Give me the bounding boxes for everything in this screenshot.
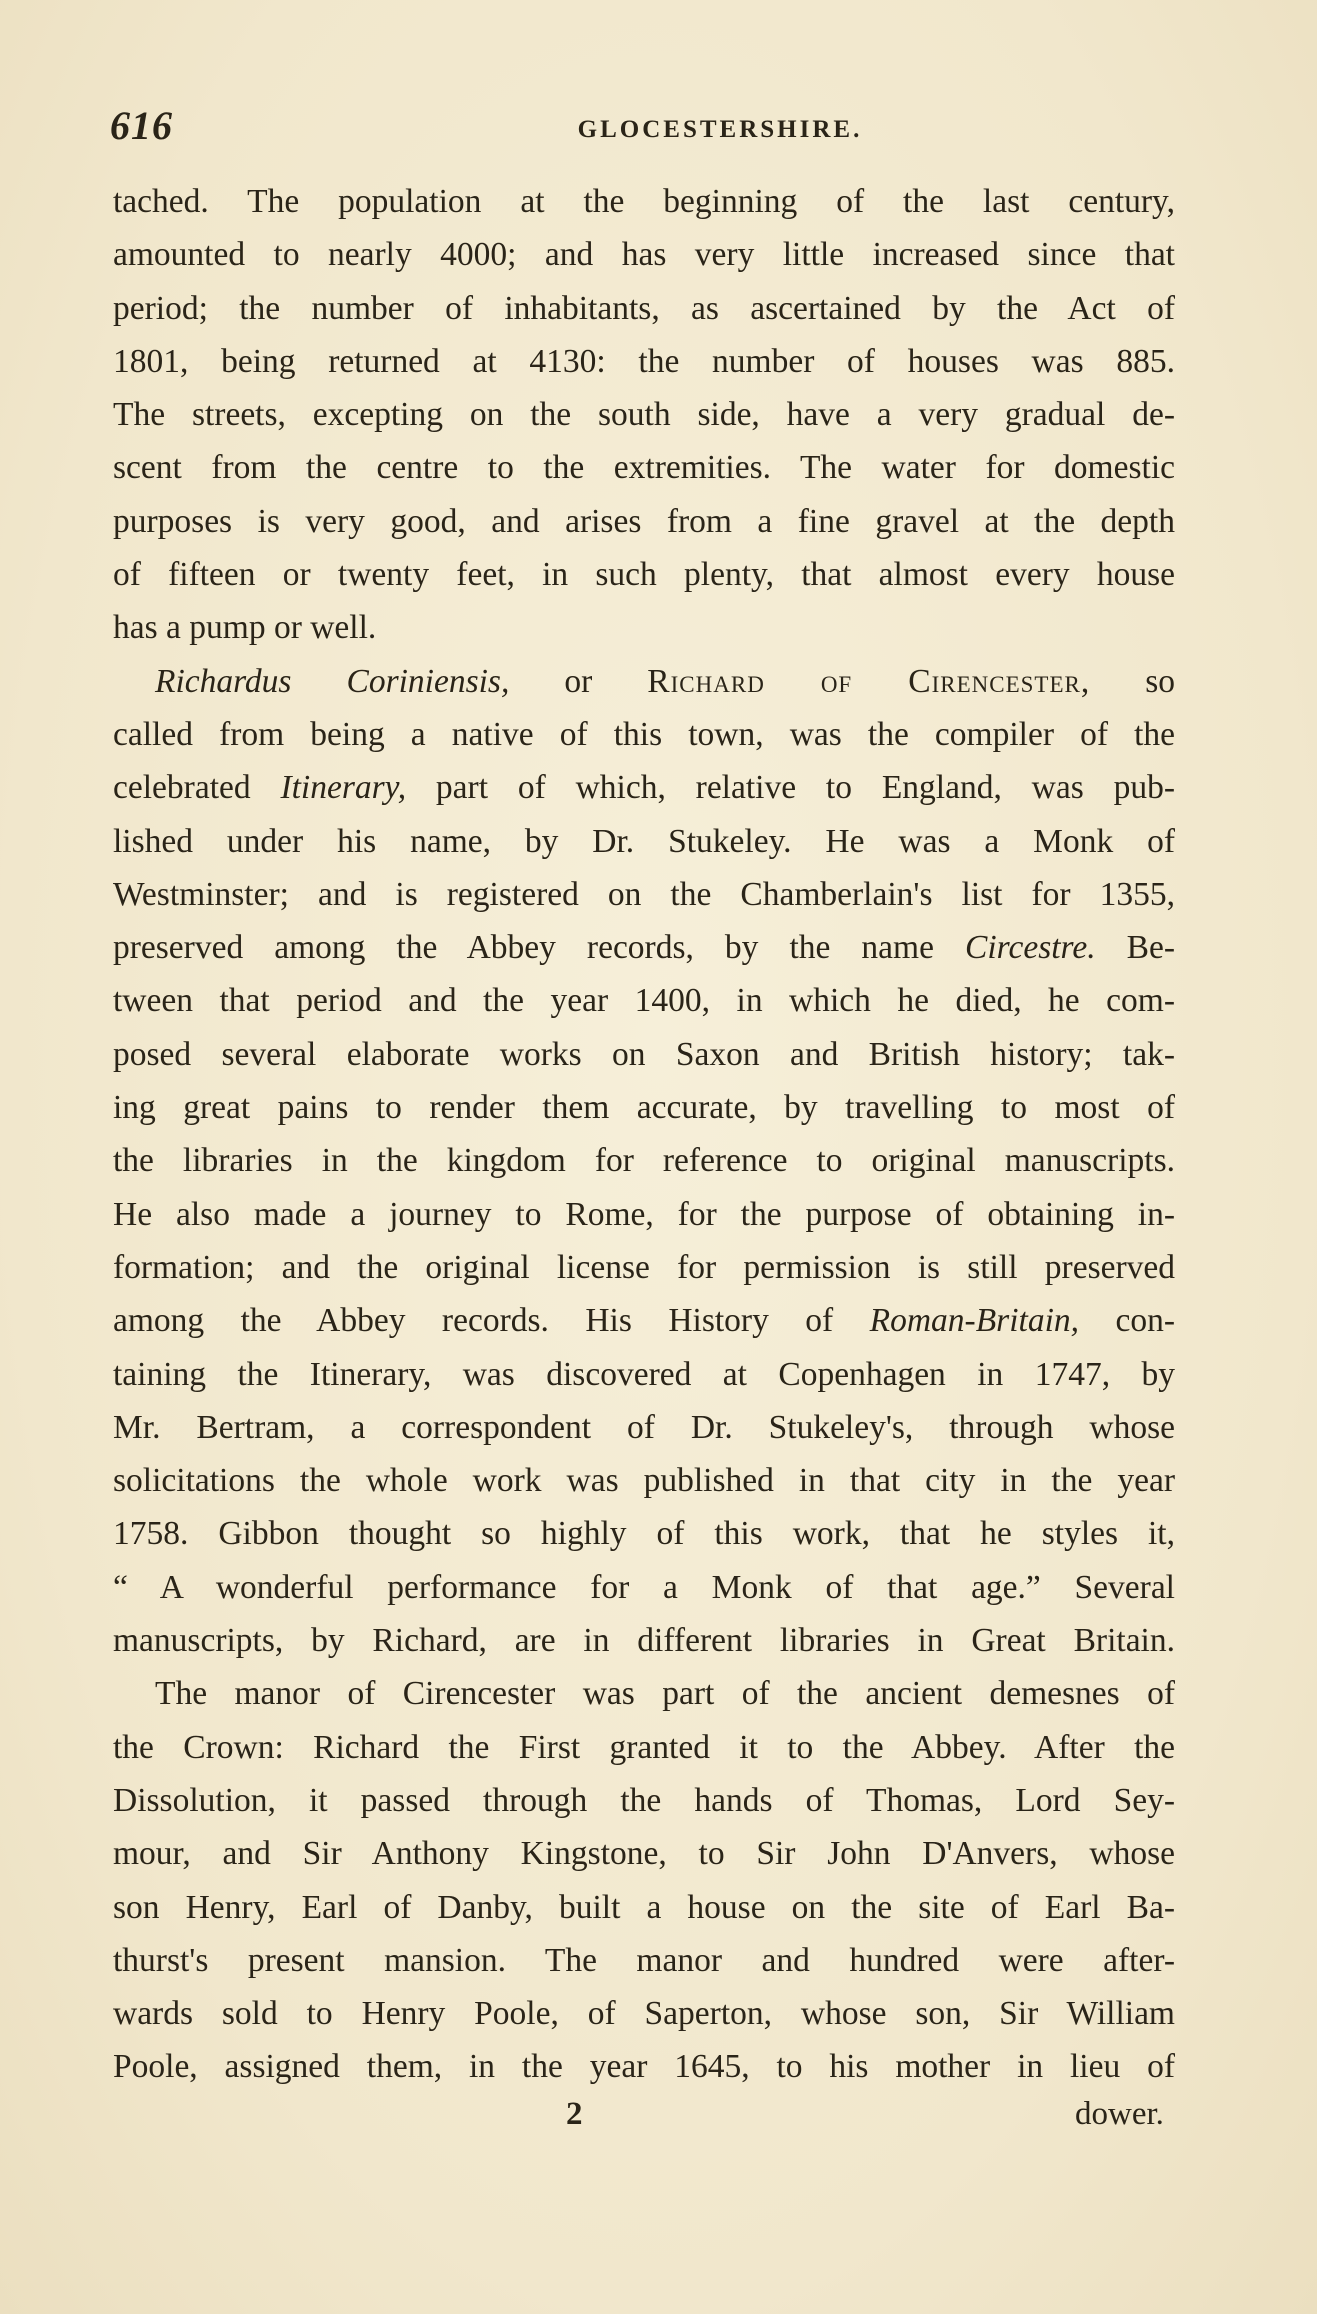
- line-text: celebrated: [113, 769, 251, 807]
- line-text: part of which, relative to England, was pub-: [435, 769, 1175, 807]
- italic-title: Itinerary,: [280, 769, 407, 807]
- text-line: purposes is very good, and arises from a fine gravel at the depth: [113, 502, 1175, 540]
- text-line: He also made a journey to Rome, for the purpose of obtaining in-: [113, 1195, 1175, 1233]
- text-line: amounted to nearly 4000; and has very little increased since that: [113, 236, 1175, 274]
- body-text: [113, 175, 1175, 2094]
- text-line: Mr. Bertram, a correspondent of Dr. Stukeley's, through whose: [113, 1408, 1175, 1446]
- text-line: son Henry, Earl of Danby, built a house on the site of Earl Ba-: [113, 1888, 1175, 1926]
- text-line: has a pump or well.: [113, 609, 377, 647]
- text-line: The manor of Cirencester was part of the ancient demesnes of: [155, 1675, 1175, 1713]
- running-title: GLOCESTERSHIRE.: [577, 116, 863, 143]
- text-line: Westminster; and is registered on the Chamberlain's list for 1355,: [113, 875, 1175, 913]
- text-line: [113, 921, 1175, 974]
- text-line: The streets, excepting on the south side, have a very gradual de-: [113, 396, 1175, 434]
- text-line: [113, 761, 1175, 814]
- italic-name: Richardus Coriniensis,: [155, 662, 510, 700]
- text-line: posed several elaborate works on Saxon and British history; tak-: [113, 1035, 1175, 1073]
- text-line: of fifteen or twenty feet, in such plenty, that almost every house: [113, 556, 1175, 594]
- italic-name: Circestre.: [965, 929, 1096, 967]
- text-line: wards sold to Henry Poole, of Saperton, whose son, Sir William: [113, 1995, 1175, 2033]
- text-line: taining the Itinerary, was discovered at Copenhagen in 1747, by: [113, 1355, 1175, 1393]
- text-line: solicitations the whole work was published in that city in the year: [113, 1462, 1175, 1500]
- line-text: Be-: [1126, 929, 1175, 967]
- text-line: 1758. Gibbon thought so highly of this work, that he styles it,: [113, 1515, 1175, 1553]
- text-line: 1801, being returned at 4130: the number of houses was 885.: [113, 342, 1175, 380]
- text-line: period; the number of inhabitants, as ascertained by the Act of: [113, 289, 1175, 327]
- page-number: 616: [110, 103, 173, 148]
- text-line: [113, 655, 1175, 708]
- text-line: Poole, assigned them, in the year 1645, to his mother in lieu of: [113, 2048, 1175, 2086]
- text-line: tached. The population at the beginning of the last century,: [113, 183, 1175, 220]
- line-text: or: [564, 662, 593, 700]
- signature-mark: 2: [566, 2096, 583, 2132]
- line-text: con-: [1115, 1302, 1175, 1340]
- italic-title: Roman-Britain,: [869, 1302, 1080, 1340]
- text-line: ing great pains to render them accurate, by travelling to most of: [113, 1089, 1175, 1127]
- text-line: “ A wonderful performance for a Monk of that age.” Several: [113, 1568, 1175, 1606]
- text-line: the libraries in the kingdom for reference to original manuscripts.: [113, 1142, 1175, 1180]
- catchword: dower.: [1075, 2096, 1164, 2132]
- line-text: preserved among the Abbey records, by the name: [113, 929, 934, 967]
- text-line: manuscripts, by Richard, are in different libraries in Great Britain.: [113, 1622, 1175, 1660]
- text-line: formation; and the original license for permission is still preserved: [113, 1248, 1175, 1286]
- text-line: lished under his name, by Dr. Stukeley. He was a Monk of: [113, 822, 1175, 860]
- text-line: called from being a native of this town, was the compiler of the: [113, 715, 1175, 753]
- text-line: scent from the centre to the extremities. The water for domestic: [113, 449, 1175, 487]
- text-line: mour, and Sir Anthony Kingstone, to Sir John D'Anvers, whose: [113, 1835, 1175, 1873]
- smallcaps-name: Richard of Cirencester,: [647, 662, 1091, 700]
- text-line: Dissolution, it passed through the hands of Thomas, Lord Sey-: [113, 1781, 1175, 1819]
- text-line: the Crown: Richard the First granted it to the Abbey. After the: [113, 1728, 1175, 1766]
- page-header: [110, 102, 1200, 152]
- line-text: among the Abbey records. His History of: [113, 1302, 834, 1340]
- text-line: thurst's present mansion. The manor and hundred were after-: [113, 1941, 1175, 1979]
- text-line: tween that period and the year 1400, in which he died, he com-: [113, 982, 1175, 1020]
- line-text: so: [1145, 662, 1175, 700]
- text-line: [113, 1294, 1175, 1347]
